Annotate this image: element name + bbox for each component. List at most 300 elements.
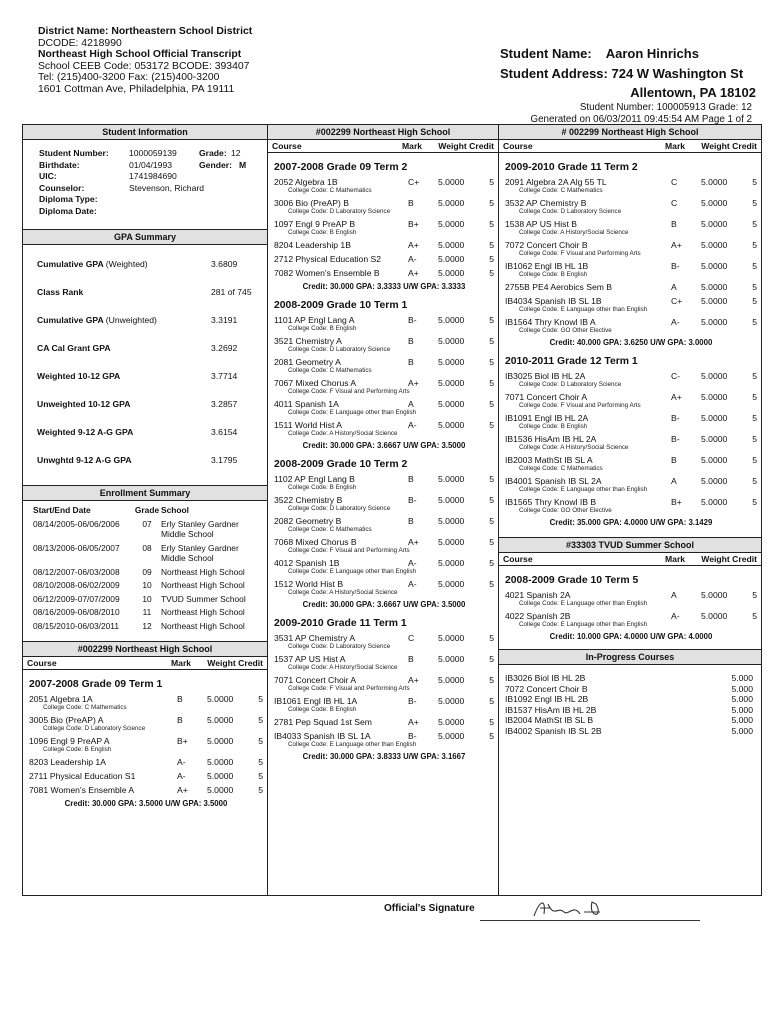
enrollment-title: Enrollment Summary	[23, 485, 267, 501]
course-weight: 5	[489, 675, 494, 685]
weight-credit-header: Weight Credit	[438, 141, 494, 151]
mark-header: Mark	[171, 658, 192, 668]
college-code: College Code: F Visual and Performing Arts	[288, 388, 410, 395]
student-address-line2: Allentown, PA 18102	[630, 85, 756, 100]
course-mark: A-	[408, 558, 417, 568]
course-credit: 5.0000	[438, 254, 465, 264]
term-credit-summary: Credit: 30.000 GPA: 3.6667 U/W GPA: 3.5000	[302, 441, 466, 450]
enrollment-row	[33, 519, 263, 540]
course-mark: B+	[177, 736, 188, 746]
course-weight: 5	[489, 315, 494, 325]
gpa-row	[37, 455, 255, 483]
course-credit: 5.0000	[438, 268, 465, 278]
course-name: 7068 Mixed Chorus B	[274, 537, 357, 547]
course-name: 7067 Mixed Chorus A	[274, 378, 357, 388]
term-title: 2008-2009 Grade 10 Term 5	[505, 575, 639, 586]
course-name: 1512 World Hist B	[274, 579, 344, 589]
college-code: College Code: E Language other than English	[288, 409, 417, 416]
course-mark: A+	[177, 785, 188, 795]
course-credit: 5.0000	[701, 476, 728, 486]
course-weight: 5	[752, 434, 757, 444]
enrollment-row	[33, 567, 263, 578]
course-mark: C	[671, 198, 678, 208]
course-weight: 5	[489, 268, 494, 278]
course-weight: 5	[752, 198, 757, 208]
gpa-row	[37, 315, 255, 343]
course-weight: 5	[489, 654, 494, 664]
course-credit: 5.0000	[701, 317, 728, 327]
course-row	[29, 771, 263, 781]
course-mark: B+	[671, 497, 682, 507]
course-mark: B	[408, 198, 414, 208]
student-address-line1: 724 W Washington St	[611, 66, 744, 81]
enrollment-school: Northeast High School	[161, 566, 245, 577]
college-code: College Code: F Visual and Performing Arts	[519, 402, 641, 409]
course-row	[505, 413, 757, 423]
course-row	[29, 785, 263, 795]
course-name: 8203 Leadership 1A	[29, 757, 106, 767]
course-name: 4021 Spanish 2A	[505, 590, 571, 600]
course-entry	[29, 715, 263, 732]
in-progress-credit: 5.000	[731, 704, 753, 715]
course-name: 3006 Bio (PreAP) B	[274, 198, 349, 208]
course-mark: C+	[671, 296, 683, 306]
gpa-summary	[23, 245, 267, 483]
term-title: 2008-2009 Grade 10 Term 2	[274, 459, 408, 470]
course-entry	[274, 378, 494, 395]
course-credit: 5.0000	[207, 694, 234, 704]
course-weight: 5	[489, 495, 494, 505]
course-weight: 5	[489, 633, 494, 643]
term-section	[499, 356, 761, 527]
enrollment-date: 08/16/2009-06/08/2010	[33, 607, 120, 617]
course-credit: 5.0000	[438, 399, 465, 409]
college-code: College Code: A History/Social Science	[288, 664, 398, 671]
course-name: 1096 Engl 9 PreAP A	[29, 736, 110, 746]
transcript-title: Northeast High School Official Transcript	[38, 49, 242, 61]
term-section	[268, 300, 498, 450]
school-header	[38, 26, 252, 96]
course-row	[505, 476, 757, 486]
enrollment-school: Erly Stanley Gardner Middle School	[161, 518, 239, 539]
course-weight: 5	[489, 219, 494, 229]
in-progress-title: In-Progress Courses	[499, 649, 761, 665]
course-row	[274, 240, 494, 250]
course-entry	[505, 455, 757, 472]
course-credit: 5.0000	[701, 611, 728, 621]
course-credit: 5.0000	[207, 715, 234, 725]
course-mark: A+	[408, 675, 419, 685]
in-progress-row	[505, 694, 753, 705]
enrollment-date: 08/13/2006-06/05/2007	[33, 542, 120, 553]
college-code: College Code: E Language other than English	[288, 741, 417, 748]
course-row	[274, 633, 494, 643]
course-entry	[505, 611, 757, 628]
gpa-row	[37, 399, 255, 427]
enrollment-grade: 09	[142, 566, 152, 577]
course-weight: 5	[489, 336, 494, 346]
course-name: 7082 Women's Ensemble B	[274, 268, 380, 278]
course-entry	[274, 357, 494, 374]
course-row	[505, 371, 757, 381]
course-row	[29, 757, 263, 767]
enrollment-school: TVUD Summer School	[161, 593, 246, 604]
weight-credit-header: Weight Credit	[701, 554, 757, 564]
student-number-label: Student Number:	[39, 148, 109, 158]
student-number-line: Student Number: 100005913 Grade: 12	[579, 102, 752, 113]
course-weight: 5	[489, 420, 494, 430]
course-row	[274, 654, 494, 664]
student-address-label: Student Address:	[500, 66, 608, 81]
course-weight: 5	[489, 240, 494, 250]
course-name: 2052 Algebra 1B	[274, 177, 338, 187]
term-title: 2007-2008 Grade 09 Term 2	[274, 162, 408, 173]
course-name: 4011 Spanish 1A	[274, 399, 339, 409]
course-mark: B	[408, 654, 414, 664]
school-block-title: # 002299 Northeast High School	[499, 125, 761, 140]
course-mark: A+	[408, 378, 419, 388]
school-block-title: #33303 TVUD Summer School	[499, 537, 761, 553]
college-code: College Code: F Visual and Performing Arts	[288, 547, 410, 554]
course-name: 3521 Chemistry A	[274, 336, 342, 346]
course-weight: 5	[489, 717, 494, 727]
birthdate-label: Birthdate:	[39, 159, 80, 170]
course-entry	[505, 177, 757, 194]
course-name: 2712 Physical Education S2	[274, 254, 382, 264]
course-credit: 5.0000	[438, 675, 465, 685]
student-number: 1000059139	[129, 148, 177, 158]
course-entry	[274, 254, 494, 264]
student-name-line	[500, 44, 752, 64]
dcode: DCODE: 4218990	[38, 37, 122, 49]
course-row	[274, 198, 494, 208]
enrollment-grade: 07	[142, 518, 152, 529]
college-code: College Code: D Laboratory Science	[43, 725, 146, 732]
mark-header: Mark	[402, 141, 423, 151]
in-progress-row	[505, 726, 753, 737]
grade-value: 12	[231, 148, 241, 158]
course-name: 1101 AP Engl Lang A	[274, 315, 355, 325]
enrollment-rows	[33, 519, 263, 632]
course-entry	[274, 240, 494, 250]
term-title: 2007-2008 Grade 09 Term 1	[29, 679, 163, 690]
uic: 1741984690	[129, 171, 177, 181]
course-row	[505, 455, 757, 465]
course-mark: A+	[671, 240, 682, 250]
course-entry	[274, 633, 494, 650]
course-credit: 5.0000	[701, 219, 728, 229]
course-block-col2	[268, 125, 498, 761]
course-name: IB1564 Thry Knowl IB A	[505, 317, 596, 327]
college-code: College Code: D Laboratory Science	[288, 208, 391, 215]
course-credit: 5.0000	[207, 785, 234, 795]
course-mark: A-	[408, 254, 417, 264]
course-entry	[505, 392, 757, 409]
college-code: College Code: C Mathematics	[288, 187, 372, 194]
in-progress-credit: 5.000	[731, 683, 753, 694]
term-section	[268, 459, 498, 609]
course-name: IB2003 MathSt IB SL A	[505, 455, 593, 465]
course-weight: 5	[258, 771, 263, 781]
gpa-row	[37, 287, 255, 315]
term-section	[23, 679, 267, 808]
course-row	[274, 315, 494, 325]
course-row	[505, 296, 757, 306]
course-mark: C-	[671, 371, 681, 381]
course-name: IB1062 Engl IB HL 1B	[505, 261, 589, 271]
college-code: College Code: GO Other Elective	[519, 327, 612, 334]
enrollment-grade: 10	[142, 580, 152, 590]
enrollment-row	[33, 607, 263, 618]
enrollment-date: 08/14/2005-06/06/2006	[33, 518, 120, 529]
student-name: Aaron Hinrichs	[605, 46, 699, 61]
gpa-value: 3.1795	[211, 455, 238, 465]
course-row	[505, 177, 757, 187]
college-code: College Code: B English	[519, 423, 588, 430]
course-mark: A+	[408, 717, 419, 727]
gpa-summary-title: GPA Summary	[23, 229, 267, 245]
course-entry	[274, 579, 494, 596]
term-section	[499, 162, 761, 347]
enrollment-row	[33, 594, 263, 605]
enrollment-date: 08/12/2007-06/03/2008	[33, 566, 120, 577]
course-row	[274, 268, 494, 278]
course-row	[29, 694, 263, 704]
course-mark: A	[408, 399, 414, 409]
course-entry	[29, 757, 263, 767]
course-entry	[505, 240, 757, 257]
enrollment-row	[33, 621, 263, 632]
course-name: IB1536 HisAm IB HL 2A	[505, 434, 597, 444]
course-name: IB4033 Spanish IB SL 1A	[274, 731, 371, 741]
course-row	[274, 696, 494, 706]
college-code: College Code: F Visual and Performing Arts	[519, 250, 641, 257]
course-weight: 5	[489, 357, 494, 367]
course-row	[274, 717, 494, 727]
gender-value: M	[239, 159, 247, 170]
college-code: College Code: A History/Social Science	[288, 589, 398, 596]
course-credit: 5.0000	[701, 413, 728, 423]
course-weight: 5	[258, 694, 263, 704]
gpa-label: Unwghtd 9-12 A-G GPA	[37, 455, 132, 465]
course-mark: A-	[408, 420, 417, 430]
handwritten-signature	[530, 896, 620, 924]
course-mark: B-	[408, 495, 417, 505]
course-mark: A+	[408, 240, 419, 250]
gpa-label: Class Rank	[37, 287, 84, 297]
course-weight: 5	[752, 611, 757, 621]
course-weight: 5	[489, 558, 494, 568]
gpa-value: 3.7714	[211, 371, 238, 381]
course-credit: 5.0000	[701, 198, 728, 208]
student-info	[23, 140, 267, 217]
college-code: College Code: E Language other than English	[519, 621, 648, 628]
course-name: 2711 Physical Education S1	[29, 771, 136, 781]
course-weight: 5	[752, 177, 757, 187]
course-weight: 5	[752, 296, 757, 306]
college-code: College Code: E Language other than English	[288, 568, 417, 575]
gpa-label: CA Cal Grant GPA	[37, 343, 111, 353]
course-weight: 5	[489, 537, 494, 547]
column-left	[23, 125, 268, 895]
course-entry	[274, 420, 494, 437]
course-entry	[274, 675, 494, 692]
course-entry	[505, 317, 757, 334]
college-code: College Code: B English	[43, 746, 112, 753]
enrollment-date: 08/10/2008-06/02/2009	[33, 580, 120, 590]
course-name: 3531 AP Chemistry A	[274, 633, 356, 643]
course-weight: 5	[489, 516, 494, 526]
course-weight: 5	[489, 378, 494, 388]
course-name: 7071 Concert Choir A	[274, 675, 357, 685]
course-row	[274, 219, 494, 229]
course-row	[29, 736, 263, 746]
course-mark: B+	[408, 219, 419, 229]
course-entry	[505, 198, 757, 215]
gpa-value: 281 of 745	[211, 287, 252, 297]
enrollment-header-date: Start/End Date	[33, 505, 91, 515]
course-name: 1511 World Hist A	[274, 420, 342, 430]
gpa-value: 3.2857	[211, 399, 238, 409]
course-mark: A-	[177, 771, 186, 781]
course-mark: A	[671, 590, 677, 600]
course-weight: 5	[752, 455, 757, 465]
course-mark: A-	[177, 757, 186, 767]
mark-header: Mark	[665, 554, 686, 564]
course-mark: B	[177, 715, 183, 725]
counselor-label: Counselor:	[39, 182, 85, 193]
course-table-header	[23, 657, 267, 670]
course-name: 7072 Concert Choir B	[505, 240, 588, 250]
course-credit: 5.0000	[438, 696, 465, 706]
enrollment-grade: 12	[142, 620, 152, 631]
gpa-value: 3.6154	[211, 427, 238, 437]
course-name: 3532 AP Chemistry B	[505, 198, 587, 208]
course-entry	[274, 219, 494, 236]
course-entry	[29, 785, 263, 795]
gpa-value: 3.2692	[211, 343, 238, 353]
enrollment-summary	[23, 501, 267, 631]
course-credit: 5.0000	[701, 296, 728, 306]
in-progress-credit: 5.000	[731, 694, 753, 704]
college-code: College Code: E Language other than English	[519, 306, 648, 313]
counselor: Stevenson, Richard	[129, 182, 204, 193]
course-mark: B	[177, 694, 183, 704]
course-credit: 5.0000	[701, 177, 728, 187]
in-progress-credit: 5.000	[731, 715, 753, 725]
enrollment-date: 08/15/2010-06/03/2011	[33, 620, 119, 631]
student-header	[500, 44, 756, 126]
in-progress-row	[505, 705, 753, 716]
in-progress-row	[505, 715, 753, 726]
course-weight: 5	[258, 757, 263, 767]
course-weight: 5	[489, 198, 494, 208]
course-credit: 5.0000	[701, 392, 728, 402]
course-credit: 5.0000	[438, 474, 465, 484]
course-credit: 5.0000	[701, 455, 728, 465]
gpa-note: (Weighted)	[105, 259, 148, 269]
course-name: 1538 AP US Hist B	[505, 219, 577, 229]
gpa-value: 3.6809	[211, 259, 238, 269]
course-credit: 5.0000	[438, 579, 465, 589]
course-entry	[274, 177, 494, 194]
course-mark: B-	[671, 261, 680, 271]
course-weight: 5	[489, 254, 494, 264]
course-row	[505, 240, 757, 250]
course-mark: B	[671, 219, 677, 229]
course-entry	[505, 219, 757, 236]
term-section	[268, 618, 498, 761]
course-credit: 5.0000	[438, 198, 465, 208]
course-name: IB4001 Spanish IB SL 2A	[505, 476, 602, 486]
course-name: 4022 Spanish 2B	[505, 611, 571, 621]
college-code: College Code: C Mathematics	[288, 367, 372, 374]
college-code: College Code: C Mathematics	[43, 704, 127, 711]
course-mark: B-	[408, 315, 417, 325]
transcript-frame	[22, 124, 762, 896]
college-code: College Code: A History/Social Science	[519, 229, 629, 236]
school-address: 1601 Cottman Ave, Philadelphia, PA 19111	[38, 83, 235, 95]
school-block-title: #002299 Northeast High School	[23, 641, 267, 657]
in-progress-name: IB1092 Engl IB HL 2B	[505, 694, 589, 704]
course-row	[274, 516, 494, 526]
phone-fax: Tel: (215)400-3200 Fax: (215)400-3200	[38, 72, 220, 84]
course-credit: 5.0000	[207, 771, 234, 781]
birthdate: 01/04/1993	[129, 159, 173, 170]
enrollment-header-grade: Grade	[134, 505, 160, 515]
course-entry	[274, 516, 494, 533]
course-mark: C+	[408, 177, 420, 187]
course-mark: B-	[408, 696, 417, 706]
course-entry	[274, 731, 494, 748]
student-address-line	[500, 64, 752, 84]
course-entry	[505, 590, 757, 607]
course-weight: 5	[752, 371, 757, 381]
course-row	[505, 497, 757, 507]
gpa-row	[37, 259, 255, 287]
course-weight: 5	[752, 282, 757, 292]
gpa-row	[37, 371, 255, 399]
course-credit: 5.0000	[438, 654, 465, 664]
college-code: College Code: D Laboratory Science	[519, 208, 622, 215]
college-code: College Code: C Mathematics	[519, 187, 603, 194]
course-credit: 5.0000	[438, 495, 465, 505]
college-code: College Code: C Mathematics	[519, 465, 603, 472]
course-name: IB1091 Engl IB HL 2A	[505, 413, 589, 423]
diploma-type-label: Diploma Type:	[39, 194, 98, 204]
course-weight: 5	[752, 476, 757, 486]
course-block-col3	[499, 125, 761, 527]
gpa-label: Weighted 9-12 A-G GPA	[37, 427, 134, 437]
in-progress-row	[505, 673, 753, 684]
course-name: 3005 Bio (PreAP) A	[29, 715, 104, 725]
course-row	[274, 177, 494, 187]
college-code: College Code: D Laboratory Science	[288, 346, 391, 353]
course-weight: 5	[489, 696, 494, 706]
course-credit: 5.0000	[438, 219, 465, 229]
enrollment-school: Northeast High School	[161, 607, 245, 617]
course-mark: B	[408, 516, 414, 526]
student-info-title: Student Information	[23, 125, 267, 140]
enrollment-header-school: School	[161, 505, 189, 515]
mark-header: Mark	[665, 141, 686, 151]
course-name: 2082 Geometry B	[274, 516, 342, 526]
term-credit-summary: Credit: 10.000 GPA: 4.0000 U/W GPA: 4.0000	[549, 632, 713, 641]
course-credit: 5.0000	[438, 516, 465, 526]
college-code: College Code: D Laboratory Science	[288, 643, 391, 650]
course-mark: B-	[671, 434, 680, 444]
course-credit: 5.0000	[438, 177, 465, 187]
